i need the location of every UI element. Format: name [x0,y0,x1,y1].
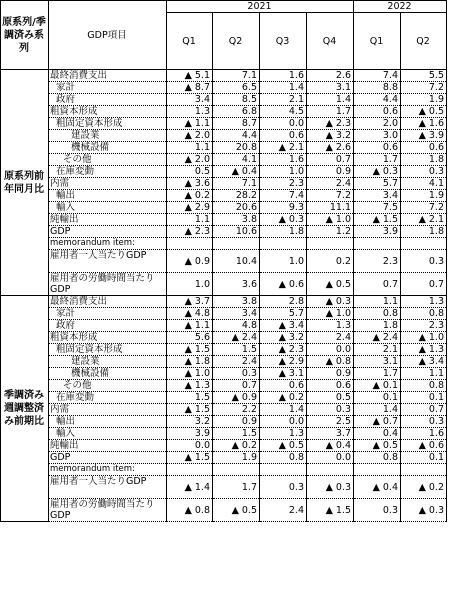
value-cell: 6.5 [213,82,260,94]
value-cell: ▲ 4.8 [167,308,213,320]
value-cell: 0.9 [307,166,354,178]
value-cell: 3.0 [354,130,401,142]
table-row [1,118,447,130]
value-cell: 3.8 [213,214,260,226]
value-cell: ▲ 2.0 [167,154,213,166]
value-cell: 0.3 [213,368,260,380]
value-cell: 0.6 [260,380,307,392]
gdp-item-label: 最終消費支出 [49,296,167,308]
value-cell: ▲ 0.2 [260,392,307,404]
value-cell [213,464,260,476]
value-cell: 5.6 [167,332,213,344]
value-cell: 2.6 [307,70,354,82]
value-cell: ▲ 2.3 [167,226,213,238]
value-cell: ▲ 2.9 [260,356,307,368]
table-row [1,214,447,226]
value-cell: ▲ 0.8 [307,356,354,368]
value-cell: 0.3 [401,416,447,428]
value-cell: ▲ 1.5 [354,214,401,226]
value-cell: 1.1 [167,214,213,226]
year-2021-header: 2021 [167,1,354,13]
value-cell: 5.5 [401,70,447,82]
value-cell: 1.7 [213,476,260,499]
value-cell: ▲ 0.5 [213,499,260,522]
gdp-item-label: 雇用者一人当たりGDP [49,476,167,499]
value-cell: 0.0 [307,452,354,464]
gdp-item-label: 内需 [49,404,167,416]
value-cell: 5.7 [260,308,307,320]
table-row [1,142,447,154]
gdp-item-label: その他 [49,154,167,166]
value-cell: 1.8 [260,226,307,238]
table-row [1,428,447,440]
value-cell: 0.8 [354,452,401,464]
table-row [1,440,447,452]
value-cell [401,238,447,250]
value-cell: 1.1 [354,296,401,308]
value-cell: 0.3 [307,404,354,416]
value-cell: ▲ 8.7 [167,82,213,94]
value-cell: ▲ 0.7 [354,416,401,428]
value-cell [307,464,354,476]
value-cell: ▲ 5.1 [167,70,213,82]
value-cell: 7.4 [260,190,307,202]
value-cell: 0.0 [260,416,307,428]
gdp-item-label: 純輸出 [49,440,167,452]
gdp-item-label: 最終消費支出 [49,70,167,82]
value-cell: ▲ 2.4 [354,332,401,344]
value-cell: 7.1 [213,70,260,82]
gdp-item-label: 輸入 [49,202,167,214]
value-cell: 0.7 [401,273,447,296]
gdp-item-label: 家計 [49,82,167,94]
table-row [1,416,447,428]
value-cell: ▲ 1.1 [167,118,213,130]
value-cell: ▲ 1.5 [167,404,213,416]
value-cell: ▲ 1.0 [307,308,354,320]
table-row [1,320,447,332]
value-cell: 0.1 [401,452,447,464]
value-cell: ▲ 0.4 [213,166,260,178]
value-cell: 0.3 [401,250,447,273]
value-cell: 8.8 [354,82,401,94]
value-cell: 0.1 [401,392,447,404]
value-cell: 1.8 [401,226,447,238]
table-row [1,226,447,238]
value-cell [260,464,307,476]
value-cell: 0.5 [307,392,354,404]
value-cell: 3.2 [167,416,213,428]
gdp-item-label: 純輸出 [49,214,167,226]
value-cell: 0.8 [260,452,307,464]
value-cell: 2.4 [260,499,307,522]
value-cell: 2.8 [260,296,307,308]
table-row [1,296,447,308]
value-cell: ▲ 2.0 [167,130,213,142]
value-cell: 1.9 [401,94,447,106]
value-cell: ▲ 3.1 [260,368,307,380]
value-cell [354,238,401,250]
value-cell: 1.9 [213,452,260,464]
quarter-header: Q1 [354,13,401,70]
gdp-item-label: 在庫変動 [49,392,167,404]
value-cell: 0.0 [167,440,213,452]
table-row [1,452,447,464]
value-cell: 2.3 [260,178,307,190]
value-cell: ▲ 0.2 [401,476,447,499]
value-cell: ▲ 0.3 [354,166,401,178]
value-cell: 3.4 [354,190,401,202]
value-cell: 7.4 [354,70,401,82]
value-cell: ▲ 3.4 [260,320,307,332]
value-cell: ▲ 1.3 [401,344,447,356]
value-cell [354,464,401,476]
table-row [1,476,447,499]
gdp-item-label: 在庫変動 [49,166,167,178]
gdp-item-label: 政府 [49,320,167,332]
value-cell: 3.8 [213,296,260,308]
value-cell: 7.5 [354,202,401,214]
value-cell: 10.4 [213,250,260,273]
value-cell: 1.0 [260,250,307,273]
value-cell: 1.5 [213,428,260,440]
gdp-item-label: 輸出 [49,416,167,428]
value-cell: ▲ 0.3 [307,296,354,308]
gdp-item-label: 機械設備 [49,368,167,380]
gdp-item-label: 輸出 [49,190,167,202]
quarter-header: Q3 [260,13,307,70]
value-cell: 1.5 [213,344,260,356]
value-cell: ▲ 2.1 [260,142,307,154]
value-cell: 1.5 [167,392,213,404]
value-cell: 1.7 [354,368,401,380]
value-cell: 1.3 [260,428,307,440]
value-cell: 3.1 [307,82,354,94]
value-cell: ▲ 3.2 [307,130,354,142]
quarter-header: Q2 [401,13,447,70]
value-cell: ▲ 1.0 [401,332,447,344]
table-row [1,464,447,476]
value-cell: 2.4 [307,332,354,344]
value-cell: ▲ 0.3 [401,499,447,522]
value-cell: 2.4 [213,356,260,368]
value-cell: ▲ 0.6 [401,440,447,452]
value-cell: 9.3 [260,202,307,214]
value-cell: 1.1 [401,368,447,380]
value-cell: ▲ 0.1 [354,380,401,392]
table-row [1,190,447,202]
value-cell: 2.3 [354,250,401,273]
table-body [1,70,447,522]
gdp-item-label: 雇用者の労働時間当たりGDP [49,499,167,522]
value-cell: ▲ 3.6 [167,178,213,190]
value-cell: ▲ 2.6 [307,142,354,154]
value-cell: 3.7 [307,428,354,440]
value-cell: 1.4 [260,82,307,94]
value-cell: ▲ 0.3 [307,476,354,499]
value-cell: 10.6 [213,226,260,238]
table-row [1,178,447,190]
value-cell: 1.0 [260,166,307,178]
gdp-item-label: 粗固定資本形成 [49,118,167,130]
table-row [1,202,447,214]
value-cell: ▲ 1.4 [167,476,213,499]
table-row [1,82,447,94]
value-cell: ▲ 1.5 [307,499,354,522]
value-cell: 1.4 [260,404,307,416]
gdp-item-label: GDP [49,452,167,464]
value-cell: ▲ 2.4 [213,332,260,344]
value-cell: ▲ 0.5 [401,106,447,118]
value-cell: 3.4 [167,94,213,106]
value-cell: ▲ 0.5 [260,440,307,452]
value-cell: ▲ 0.5 [307,273,354,296]
value-cell: 1.6 [260,154,307,166]
value-cell: ▲ 0.4 [354,476,401,499]
value-cell: ▲ 1.3 [167,380,213,392]
table-row [1,238,447,250]
value-cell: 4.1 [213,154,260,166]
value-cell: 1.8 [401,154,447,166]
table-row [1,70,447,82]
gdp-item-label: 輸入 [49,428,167,440]
value-cell: 4.4 [213,130,260,142]
table-row [1,332,447,344]
value-cell: 1.9 [401,190,447,202]
value-cell: 8.7 [213,118,260,130]
value-cell: 2.4 [307,178,354,190]
value-cell: 1.8 [354,320,401,332]
value-cell: 7.2 [401,82,447,94]
quarter-header: Q1 [167,13,213,70]
table-row [1,356,447,368]
value-cell: ▲ 3.2 [260,332,307,344]
value-cell: ▲ 1.6 [401,118,447,130]
series-header: 原系列/季調済み系列 [1,1,49,70]
value-cell: 0.6 [354,106,401,118]
value-cell: ▲ 1.5 [167,452,213,464]
value-cell: 7.1 [213,178,260,190]
gdp-item-label: その他 [49,380,167,392]
table-row [1,94,447,106]
value-cell [167,238,213,250]
value-cell: 0.6 [307,380,354,392]
value-cell: 0.7 [213,380,260,392]
table-row [1,499,447,522]
value-cell: ▲ 3.7 [167,296,213,308]
value-cell: ▲ 2.1 [401,214,447,226]
value-cell: ▲ 2.9 [167,202,213,214]
value-cell: 1.7 [307,106,354,118]
gdp-item-header: GDP項目 [49,1,167,70]
value-cell: 1.1 [167,142,213,154]
table-row [1,273,447,296]
value-cell: 3.6 [213,273,260,296]
value-cell [260,238,307,250]
value-cell: 1.3 [307,320,354,332]
value-cell: 0.8 [354,308,401,320]
value-cell: 1.3 [401,296,447,308]
value-cell: 4.8 [213,320,260,332]
value-cell: ▲ 0.4 [307,440,354,452]
value-cell: 4.4 [354,94,401,106]
value-cell: 2.1 [260,94,307,106]
gdp-item-label: 粗資本形成 [49,106,167,118]
value-cell: 3.9 [167,428,213,440]
value-cell: 0.6 [401,142,447,154]
value-cell: 0.5 [167,166,213,178]
gdp-item-label: 政府 [49,94,167,106]
value-cell: ▲ 0.8 [167,499,213,522]
value-cell: 7.2 [307,190,354,202]
value-cell: ▲ 0.5 [354,440,401,452]
value-cell: 8.5 [213,94,260,106]
value-cell: 28.2 [213,190,260,202]
table-row [1,106,447,118]
table-row [1,380,447,392]
value-cell: 2.5 [307,416,354,428]
value-cell: 6.8 [213,106,260,118]
value-cell: ▲ 3.9 [401,130,447,142]
value-cell [401,464,447,476]
value-cell: 0.7 [307,154,354,166]
value-cell: 2.3 [401,320,447,332]
value-cell: 0.2 [307,250,354,273]
section-label: 季調済み週調整済み前期比 [1,296,49,522]
gdp-item-label: 建設業 [49,356,167,368]
value-cell: 2.2 [213,404,260,416]
table-row [1,368,447,380]
table-row [1,154,447,166]
value-cell: ▲ 2.3 [307,118,354,130]
value-cell [213,238,260,250]
value-cell: 4.5 [260,106,307,118]
value-cell: 4.1 [401,178,447,190]
value-cell: 3.9 [354,226,401,238]
value-cell: 0.6 [260,130,307,142]
quarter-header: Q2 [213,13,260,70]
gdp-item-label: 家計 [49,308,167,320]
value-cell: 0.4 [354,428,401,440]
value-cell: 0.7 [354,273,401,296]
value-cell [167,464,213,476]
value-cell: 3.1 [354,356,401,368]
value-cell: 0.1 [354,392,401,404]
value-cell: 0.0 [260,118,307,130]
value-cell: ▲ 1.8 [167,356,213,368]
value-cell: ▲ 0.9 [167,250,213,273]
value-cell: 1.4 [354,404,401,416]
gdp-item-label: memorandum item: [49,238,167,250]
value-cell: ▲ 0.2 [167,190,213,202]
value-cell: 7.2 [401,202,447,214]
gdp-item-label: 内需 [49,178,167,190]
value-cell: 1.3 [167,106,213,118]
gdp-item-label: 粗資本形成 [49,332,167,344]
table-row [1,166,447,178]
value-cell: 2.1 [354,344,401,356]
value-cell: 20.6 [213,202,260,214]
gdp-item-label: GDP [49,226,167,238]
value-cell: 0.3 [354,499,401,522]
value-cell [307,238,354,250]
value-cell: 0.3 [401,166,447,178]
value-cell: 1.6 [401,428,447,440]
value-cell: 0.9 [213,416,260,428]
year-2022-header: 2022 [354,1,447,13]
gdp-item-label: 機械設備 [49,142,167,154]
gdp-item-label: 雇用者の労働時間当たりGDP [49,273,167,296]
value-cell: ▲ 1.0 [307,214,354,226]
value-cell: 0.8 [401,308,447,320]
value-cell: 2.0 [354,118,401,130]
value-cell: ▲ 0.9 [213,392,260,404]
table-row [1,130,447,142]
value-cell: ▲ 1.5 [167,344,213,356]
value-cell: 11.1 [307,202,354,214]
value-cell: ▲ 1.1 [167,320,213,332]
value-cell: 1.7 [354,154,401,166]
value-cell: 0.3 [260,476,307,499]
value-cell: ▲ 1.0 [167,368,213,380]
value-cell: ▲ 3.4 [401,356,447,368]
section-label: 原系列前年同月比 [1,70,49,296]
value-cell: ▲ 0.2 [213,440,260,452]
value-cell: 1.6 [260,70,307,82]
value-cell: 0.0 [307,344,354,356]
table-row [1,308,447,320]
gdp-item-label: 粗固定資本形成 [49,344,167,356]
value-cell: 5.7 [354,178,401,190]
value-cell: ▲ 2.3 [260,344,307,356]
value-cell: ▲ 0.3 [260,214,307,226]
table-row [1,344,447,356]
table-row [1,392,447,404]
value-cell: 0.8 [401,380,447,392]
value-cell: ▲ 0.6 [260,273,307,296]
gdp-item-label: memorandum item: [49,464,167,476]
gdp-item-label: 雇用者一人当たりGDP [49,250,167,273]
value-cell: 0.7 [401,404,447,416]
value-cell: 1.2 [307,226,354,238]
table-row [1,250,447,273]
value-cell: 0.6 [354,142,401,154]
value-cell: 3.4 [213,308,260,320]
gdp-item-label: 建設業 [49,130,167,142]
table-row [1,404,447,416]
quarter-header: Q4 [307,13,354,70]
value-cell: 1.0 [167,273,213,296]
value-cell: 1.4 [307,94,354,106]
value-cell: 0.9 [307,368,354,380]
value-cell: 20.8 [213,142,260,154]
